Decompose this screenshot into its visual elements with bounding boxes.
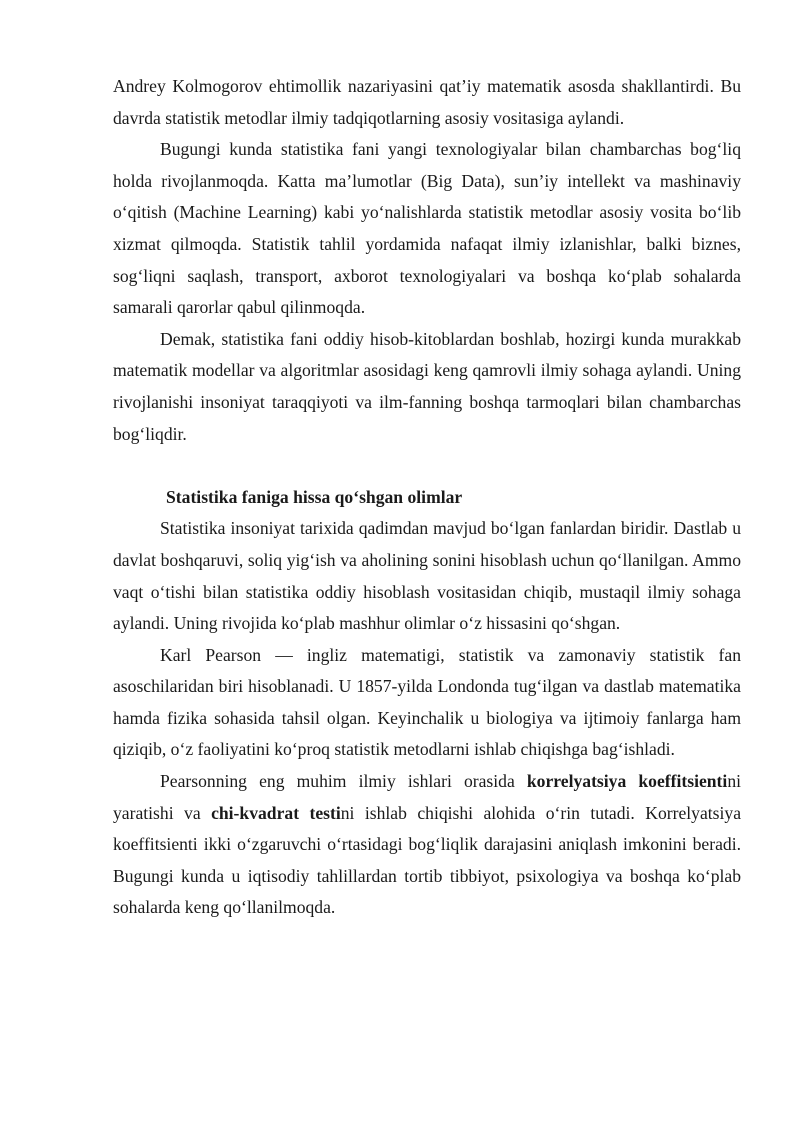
paragraph-karl-pearson: Karl Pearson — ingliz matematigi, statistik va zamonaviy statistik fan asoschilaridan biri hisoblanadi. U 1857-yilda Londonda tug‘ilgan va dastlab matematika hamda fizika sohasida tahsil olgan. Keyinchalik u biologiya va ijtimoiy fanlarga ham qiziqib, o‘z faoliyatini ko‘proq statistik metodlarni ishlab chiqishga bag‘ishladi. xyxy=(113,644,741,760)
bold-term-chi-square: chi-kvadrat testi xyxy=(211,802,341,823)
paragraph-kolmogorov: Andrey Kolmogorov ehtimollik nazariyasini qat’iy matematik asosda shakllantirdi. Bu davrda statistik metodlar ilmiy tadqiqotlarning asosiy vositasiga aylandi. xyxy=(113,76,741,128)
text-run: ni ishlab chiqishi alohida o‘rin tutadi. Korrelyatsiya koeffitsienti ikki o‘zgaruvchi o‘rtasidagi bog‘liqlik darajasini aniqlash imkonini beradi. Bugungi kunda u iqtisodiy tahlillardan tortib tibbiyot, psixologiya va boshqa ko‘plab sohalarda keng qo‘llanilmoqda. xyxy=(113,802,742,918)
paragraph-pearson-works xyxy=(113,766,741,924)
text-run: Pearsonning eng muhim ilmiy ishlari orasida xyxy=(160,771,527,792)
paragraph-modern-statistics: Bugungi kunda statistika fani yangi texnologiyalar bilan chambarchas bog‘liq holda rivojlanmoqda. Katta ma’lumotlar (Big Data), sun’iy intellekt va mashinaviy o‘qitish (Machine Learning) kabi yo‘nalishlarda statistik metodlar asosiy vosita bo‘lib xizmat qilmoqda. Statistik tahlil yordamida nafaqat ilmiy izlanishlar, balki biznes, sog‘liqni saqlash, transport, axborot texnologiyalari va boshqa ko‘plab sohalarda samarali qarorlar qabul qilinmoqda. xyxy=(113,139,741,318)
paragraph-conclusion: Demak, statistika fani oddiy hisob-kitoblardan boshlab, hozirgi kunda murakkab matematik modellar va algoritmlar asosidagi keng qamrovli ilmiy sohaga aylandi. Uning rivojlanishi insoniyat taraqqiyoti va ilm-fanning boshqa tarmoqlari bilan chambarchas bog‘liqdir. xyxy=(113,328,741,444)
paragraph-statistics-history: Statistika insoniyat tarixida qadimdan mavjud bo‘lgan fanlardan biridir. Dastlab u davlat boshqaruvi, soliq yig‘ish va aholining sonini hisoblash uchun qo‘llanilgan. Ammo vaqt o‘tishi bilan statistika oddiy hisoblash vositasidan chiqib, mustaqil ilmiy sohaga aylandi. Uning rivojida ko‘plab mashhur olimlar o‘z hissasini qo‘shgan. xyxy=(113,518,741,634)
bold-term-correlation: korrelyatsiya koeffitsienti xyxy=(526,771,728,792)
section-heading: Statistika faniga hissa qo‘shgan olimlar xyxy=(166,486,463,507)
text-run: ni yaratishi va xyxy=(113,771,741,823)
document-page xyxy=(113,71,741,924)
